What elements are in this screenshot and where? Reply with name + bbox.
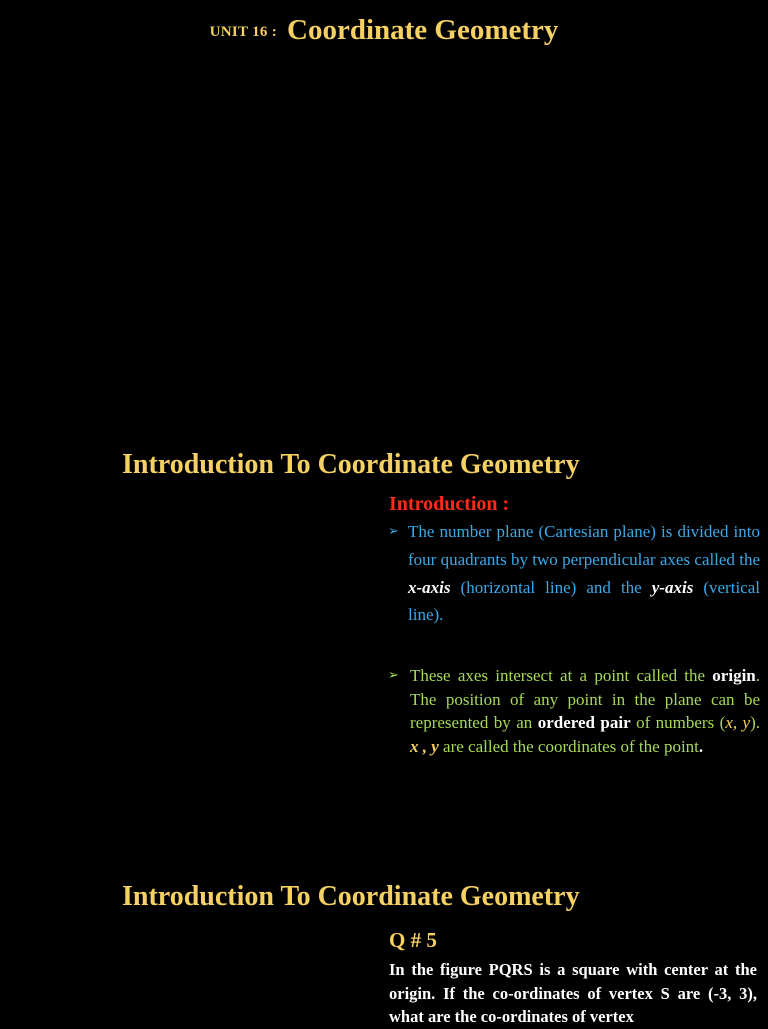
slide-2-title: Introduction To Coordinate Geometry xyxy=(122,449,580,480)
y-axis-term: y-axis xyxy=(651,577,694,597)
question-text: In the figure PQRS is a square with center at the origin. If the co-ordinates of vertex S are (-3, 3), what are the co-ordinates of vertex xyxy=(389,960,757,1026)
unit-heading xyxy=(0,14,768,47)
bullet-2-period: . xyxy=(698,736,704,756)
question-label: Q # 5 xyxy=(389,928,437,952)
origin-term: origin xyxy=(712,666,756,685)
slide-3-title: Introduction To Coordinate Geometry xyxy=(122,881,580,912)
bullet-2-text-part: . The position of any point in the plane can be represented by an xyxy=(410,666,760,732)
bullet-cartesian-plane xyxy=(388,518,760,629)
unit-prefix: UNIT 16 : xyxy=(209,24,278,40)
xy-pair: x, y xyxy=(725,713,751,732)
bullet-arrow-icon: ➢ xyxy=(388,524,399,539)
bullet-2-text-part: ). xyxy=(750,713,761,732)
ordered-pair-term: ordered pair xyxy=(537,713,631,732)
bullet-1-text-part: The number plane (Cartesian plane) is divided into four quadrants by two perpendicular axes called the xyxy=(408,522,760,569)
introduction-subheading: Introduction : xyxy=(389,493,510,515)
bullet-2-text-part: of numbers ( xyxy=(630,713,726,732)
bullet-2-text-part: are called the coordinates of the point xyxy=(438,736,699,756)
xy-coordinates: x , y xyxy=(410,736,439,756)
bullet-origin xyxy=(388,664,760,758)
bullet-arrow-icon: ➢ xyxy=(388,668,399,683)
bullet-2-text-part: These axes intersect at a point called the xyxy=(410,666,713,685)
x-axis-term: x-axis xyxy=(408,577,451,597)
bullet-1-text-part: (horizontal line) and the xyxy=(450,577,652,597)
bullet-1-text-part: (vertical line). xyxy=(408,577,760,625)
bullet-2-text xyxy=(410,664,760,758)
bullet-1-text xyxy=(408,518,760,629)
unit-title: Coordinate Geometry xyxy=(287,14,559,46)
